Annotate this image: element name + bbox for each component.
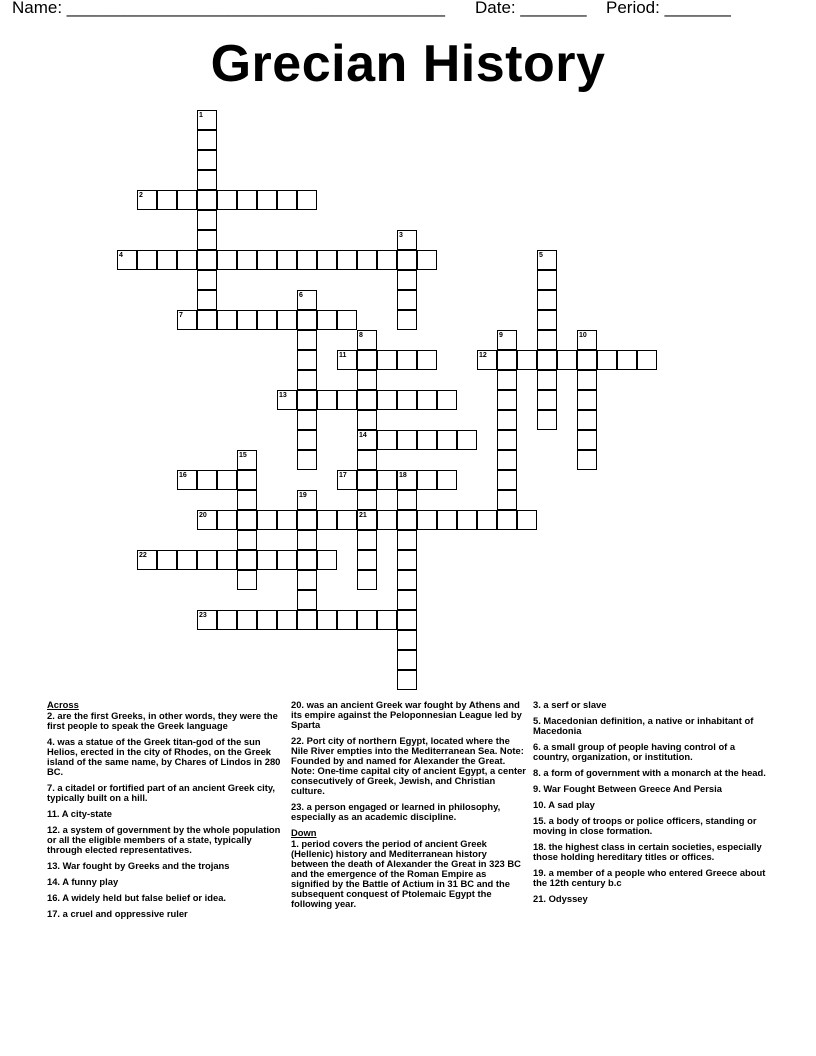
grid-cell[interactable]: [417, 470, 437, 490]
grid-cell[interactable]: [497, 410, 517, 430]
grid-cell[interactable]: [257, 250, 277, 270]
grid-cell[interactable]: [477, 510, 497, 530]
grid-cell[interactable]: [397, 250, 417, 270]
grid-cell[interactable]: [577, 390, 597, 410]
across-clue: 4. was a statue of the Greek titan-god of the sun Helios, erected in the city of Rhodes, on the Greek island of the same name, by Chares of Lindos in 280 BC.: [47, 736, 281, 777]
across-clue: 11. A city-state: [47, 808, 112, 819]
clue-number-label: 21: [359, 512, 367, 519]
grid-cell[interactable]: [197, 210, 217, 230]
grid-cell[interactable]: [497, 370, 517, 390]
grid-cell[interactable]: [357, 370, 377, 390]
grid-cell[interactable]: [537, 290, 557, 310]
grid-cell[interactable]: [577, 350, 597, 370]
grid-cell[interactable]: [277, 250, 297, 270]
clues-column-1: [47, 700, 282, 925]
grid-cell[interactable]: [297, 510, 317, 530]
grid-cell[interactable]: [377, 350, 397, 370]
grid-cell[interactable]: [617, 350, 637, 370]
grid-cell[interactable]: [337, 310, 357, 330]
grid-cell[interactable]: [537, 410, 557, 430]
grid-cell[interactable]: [437, 430, 457, 450]
grid-cell[interactable]: [497, 470, 517, 490]
grid-cell[interactable]: [197, 170, 217, 190]
grid-cell[interactable]: [537, 370, 557, 390]
grid-cell[interactable]: [397, 650, 417, 670]
grid-cell[interactable]: [317, 390, 337, 410]
clue-number-label: 13: [279, 392, 287, 399]
grid-cell[interactable]: [277, 610, 297, 630]
clue-number-label: 22: [139, 552, 147, 559]
down-clue: 18. the highest class in certain societies, especially those holding hereditary titles or offices.: [533, 841, 762, 862]
grid-cell[interactable]: [197, 470, 217, 490]
grid-cell[interactable]: [217, 250, 237, 270]
grid-cell[interactable]: [197, 230, 217, 250]
grid-cell[interactable]: [297, 190, 317, 210]
down-clue: 6. a small group of people having control of a country, organization, or institution.: [533, 741, 736, 762]
clues-column-2: [291, 700, 526, 915]
grid-cell[interactable]: [397, 490, 417, 510]
grid-cell[interactable]: [197, 150, 217, 170]
across-clue: 22. Port city of northern Egypt, located where the Nile River empties into the Mediterranean Sea. Note: Founded by and named for Alexander the Great. Note: One-time capital city of ancient Egypt, a center consecutively of Greek, Jewish, and Christian culture.: [291, 735, 526, 796]
period-field-label[interactable]: Period: _______: [606, 0, 731, 17]
grid-cell[interactable]: [357, 450, 377, 470]
clue-number-label: 15: [239, 452, 247, 459]
grid-cell[interactable]: [357, 350, 377, 370]
grid-cell[interactable]: [177, 190, 197, 210]
across-clue: 17. a cruel and oppressive ruler: [47, 908, 188, 919]
grid-cell[interactable]: [237, 310, 257, 330]
grid-cell[interactable]: [377, 250, 397, 270]
grid-cell[interactable]: [297, 610, 317, 630]
grid-cell[interactable]: [277, 510, 297, 530]
grid-cell[interactable]: [577, 430, 597, 450]
grid-cell[interactable]: [197, 310, 217, 330]
grid-cell[interactable]: [197, 130, 217, 150]
grid-cell[interactable]: [417, 250, 437, 270]
clue-number-label: 2: [139, 192, 143, 199]
grid-cell[interactable]: [577, 370, 597, 390]
grid-cell[interactable]: [397, 610, 417, 630]
grid-cell[interactable]: [137, 250, 157, 270]
grid-cell[interactable]: [317, 310, 337, 330]
grid-cell[interactable]: [397, 550, 417, 570]
grid-cell[interactable]: [417, 350, 437, 370]
grid-cell[interactable]: [157, 550, 177, 570]
grid-cell[interactable]: [197, 190, 217, 210]
grid-cell[interactable]: [357, 610, 377, 630]
grid-cell[interactable]: [397, 510, 417, 530]
grid-cell[interactable]: [497, 510, 517, 530]
clue-number-label: 1: [199, 112, 203, 119]
grid-cell[interactable]: [517, 350, 537, 370]
grid-cell[interactable]: [257, 610, 277, 630]
grid-cell[interactable]: [397, 630, 417, 650]
down-clue: 1. period covers the period of ancient Greek (Hellenic) history and Mediterranean history between the death of Alexander the Great in 323 BC and the emergence of the Roman Empire as signified by the Battle of Actium in 31 BC and the subsequent conquest of Ptolemaic Egypt the following year.: [291, 838, 521, 909]
grid-cell[interactable]: [297, 550, 317, 570]
grid-cell[interactable]: [577, 410, 597, 430]
grid-cell[interactable]: [257, 310, 277, 330]
grid-cell[interactable]: [397, 570, 417, 590]
clues-column-3: [533, 700, 768, 910]
grid-cell[interactable]: [497, 430, 517, 450]
down-clue: 5. Macedonian definition, a native or inhabitant of Macedonia: [533, 715, 754, 736]
grid-cell[interactable]: [597, 350, 617, 370]
across-clue: 16. A widely held but false belief or idea.: [47, 892, 227, 903]
grid-cell[interactable]: [397, 390, 417, 410]
grid-cell[interactable]: [357, 470, 377, 490]
grid-cell[interactable]: [377, 510, 397, 530]
grid-cell[interactable]: [237, 610, 257, 630]
grid-cell[interactable]: [357, 550, 377, 570]
across-clue: 23. a person engaged or learned in philosophy, especially as an academic discipline.: [291, 801, 501, 822]
across-clue: 12. a system of government by the whole population or all the eligible members of a state, typically through elected representatives.: [47, 824, 281, 855]
grid-cell[interactable]: [217, 190, 237, 210]
clue-number-label: 12: [479, 352, 487, 359]
grid-cell[interactable]: [197, 290, 217, 310]
clue-number-label: 6: [299, 292, 303, 299]
clue-number-label: 4: [119, 252, 123, 259]
grid-cell[interactable]: [377, 430, 397, 450]
grid-cell[interactable]: [357, 410, 377, 430]
grid-cell[interactable]: [437, 510, 457, 530]
grid-cell[interactable]: [197, 550, 217, 570]
grid-cell[interactable]: [397, 530, 417, 550]
grid-cell[interactable]: [537, 270, 557, 290]
clue-number-label: 3: [399, 232, 403, 239]
grid-cell[interactable]: [317, 250, 337, 270]
across-clue: 13. War fought by Greeks and the trojans: [47, 860, 230, 871]
clue-number-label: 20: [199, 512, 207, 519]
grid-cell[interactable]: [217, 550, 237, 570]
grid-cell[interactable]: [397, 430, 417, 450]
grid-cell[interactable]: [297, 250, 317, 270]
grid-cell[interactable]: [497, 450, 517, 470]
grid-cell[interactable]: [417, 390, 437, 410]
grid-cell[interactable]: [377, 610, 397, 630]
clue-number-label: 14: [359, 432, 367, 439]
grid-cell[interactable]: [277, 550, 297, 570]
clue-number-label: 10: [579, 332, 587, 339]
clue-number-label: 16: [179, 472, 187, 479]
grid-cell[interactable]: [397, 670, 417, 690]
grid-cell[interactable]: [297, 310, 317, 330]
down-clue: 8. a form of government with a monarch at the head.: [533, 767, 766, 778]
clue-number-label: 7: [179, 312, 183, 319]
grid-cell[interactable]: [297, 330, 317, 350]
grid-cell[interactable]: [257, 510, 277, 530]
date-field-label[interactable]: Date: _______: [475, 0, 587, 17]
grid-cell[interactable]: [397, 310, 417, 330]
grid-cell[interactable]: [297, 410, 317, 430]
grid-cell[interactable]: [557, 350, 577, 370]
clue-number-label: 5: [539, 252, 543, 259]
clue-number-label: 8: [359, 332, 363, 339]
grid-cell[interactable]: [237, 510, 257, 530]
name-field-label[interactable]: Name: ________________________________________: [12, 0, 445, 17]
grid-cell[interactable]: [337, 510, 357, 530]
grid-cell[interactable]: [237, 550, 257, 570]
down-clue: 19. a member of a people who entered Greece about the 12th century b.c: [533, 867, 766, 888]
grid-cell[interactable]: [157, 250, 177, 270]
grid-cell[interactable]: [357, 490, 377, 510]
grid-cell[interactable]: [437, 470, 457, 490]
grid-cell[interactable]: [237, 490, 257, 510]
grid-cell[interactable]: [537, 350, 557, 370]
grid-cell[interactable]: [297, 590, 317, 610]
grid-cell[interactable]: [397, 350, 417, 370]
grid-cell[interactable]: [297, 390, 317, 410]
across-clue: 20. was an ancient Greek war fought by Athens and its empire against the Peloponnesian League led by Sparta: [291, 699, 522, 730]
grid-cell[interactable]: [197, 270, 217, 290]
clue-number-label: 9: [499, 332, 503, 339]
grid-cell[interactable]: [257, 550, 277, 570]
grid-cell[interactable]: [297, 530, 317, 550]
down-heading: Down: [291, 827, 317, 838]
grid-cell[interactable]: [237, 190, 257, 210]
grid-cell[interactable]: [297, 370, 317, 390]
down-clue: 10. A sad play: [533, 799, 595, 810]
grid-cell[interactable]: [357, 250, 377, 270]
grid-cell[interactable]: [277, 310, 297, 330]
grid-cell[interactable]: [517, 510, 537, 530]
down-clue: 15. a body of troops or police officers, standing or moving in close formation.: [533, 815, 757, 836]
grid-cell[interactable]: [177, 550, 197, 570]
grid-cell[interactable]: [257, 190, 277, 210]
grid-cell[interactable]: [237, 250, 257, 270]
grid-cell[interactable]: [537, 330, 557, 350]
grid-cell[interactable]: [297, 450, 317, 470]
grid-cell[interactable]: [497, 390, 517, 410]
grid-cell[interactable]: [357, 530, 377, 550]
grid-cell[interactable]: [457, 510, 477, 530]
grid-cell[interactable]: [417, 430, 437, 450]
grid-cell[interactable]: [177, 250, 197, 270]
grid-cell[interactable]: [577, 450, 597, 470]
grid-cell[interactable]: [217, 610, 237, 630]
clue-number-label: 17: [339, 472, 347, 479]
grid-cell[interactable]: [317, 610, 337, 630]
grid-cell[interactable]: [377, 470, 397, 490]
grid-cell[interactable]: [297, 430, 317, 450]
grid-cell[interactable]: [497, 490, 517, 510]
down-clue: 9. War Fought Between Greece And Persia: [533, 783, 722, 794]
grid-cell[interactable]: [357, 390, 377, 410]
grid-cell[interactable]: [237, 530, 257, 550]
grid-cell[interactable]: [537, 310, 557, 330]
clue-number-label: 18: [399, 472, 407, 479]
grid-cell[interactable]: [457, 430, 477, 450]
down-clue: 21. Odyssey: [533, 893, 588, 904]
across-heading: Across: [47, 699, 79, 710]
grid-cell[interactable]: [197, 250, 217, 270]
grid-cell[interactable]: [237, 470, 257, 490]
down-clue: 3. a serf or slave: [533, 699, 607, 710]
grid-cell[interactable]: [397, 290, 417, 310]
grid-cell[interactable]: [297, 350, 317, 370]
across-clue: 14. A funny play: [47, 876, 119, 887]
page-title: Grecian History: [210, 35, 606, 93]
grid-cell[interactable]: [217, 510, 237, 530]
grid-cell[interactable]: [277, 190, 297, 210]
clue-number-label: 19: [299, 492, 307, 499]
grid-cell[interactable]: [397, 270, 417, 290]
grid-cell[interactable]: [317, 510, 337, 530]
grid-cell[interactable]: [237, 570, 257, 590]
grid-cell[interactable]: [377, 390, 397, 410]
across-clue: 2. are the first Greeks, in other words, they were the first people to speak the Greek language: [47, 710, 278, 731]
grid-cell[interactable]: [297, 570, 317, 590]
grid-cell[interactable]: [337, 610, 357, 630]
grid-cell[interactable]: [217, 310, 237, 330]
grid-cell[interactable]: [497, 350, 517, 370]
grid-cell[interactable]: [357, 570, 377, 590]
across-clue: 7. a citadel or fortified part of an ancient Greek city, typically built on a hill.: [47, 782, 276, 803]
grid-cell[interactable]: [157, 190, 177, 210]
grid-cell[interactable]: [337, 390, 357, 410]
grid-cell[interactable]: [217, 470, 237, 490]
grid-cell[interactable]: [637, 350, 657, 370]
clue-number-label: 23: [199, 612, 207, 619]
grid-cell[interactable]: [317, 550, 337, 570]
grid-cell[interactable]: [397, 590, 417, 610]
grid-cell[interactable]: [437, 390, 457, 410]
grid-cell[interactable]: [537, 390, 557, 410]
clue-number-label: 11: [339, 352, 347, 359]
grid-cell[interactable]: [417, 510, 437, 530]
grid-cell[interactable]: [337, 250, 357, 270]
